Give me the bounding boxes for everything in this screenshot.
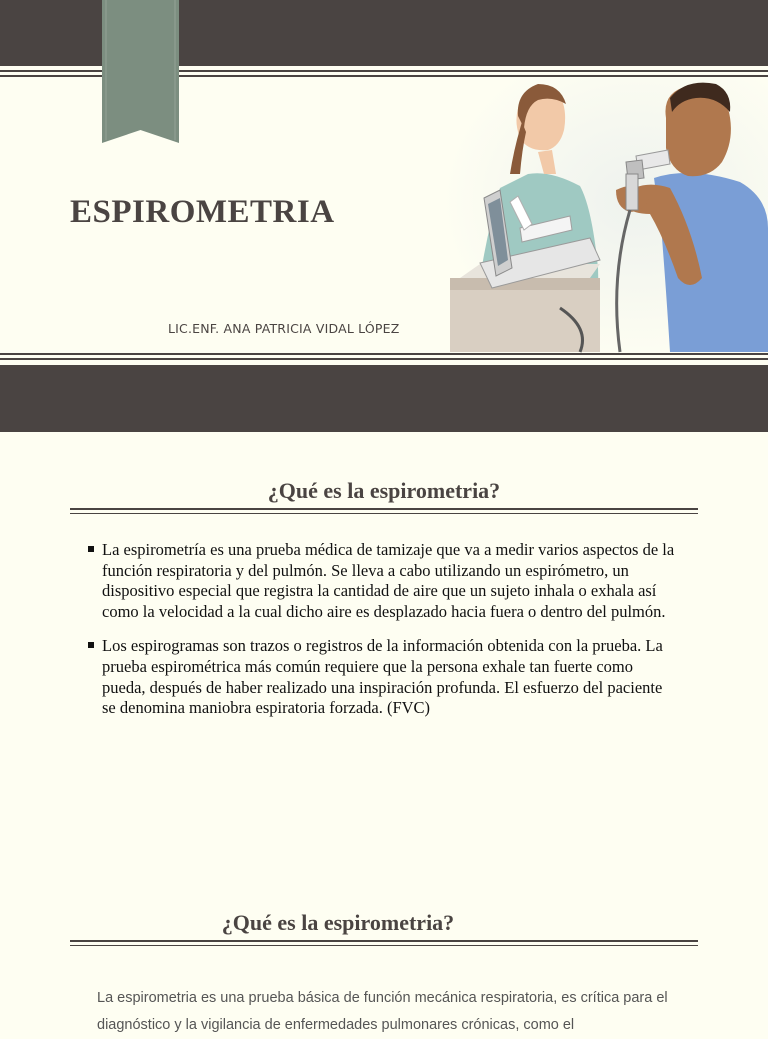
slide-heading: ¿Qué es la espirometria?: [221, 910, 455, 935]
heading-divider: [70, 940, 698, 946]
bullet-square-icon: [88, 642, 94, 648]
heading-divider: [70, 508, 698, 514]
definition-slide: [0, 432, 768, 872]
bottom-band: [0, 365, 768, 432]
bullet-text: La espirometría es una prueba médica de tamizaje que va a medir varios aspectos de la función respiratoria y del pulmón. Se lleva a cabo utilizando un espirómetro, un dispositivo especial que registra la cantidad de aire que un sujeto inhala o exhala así como la velocidad a la cual dicho aire es desplazado hacia fuera o dentro del pulmón.: [102, 540, 675, 621]
divider-line: [0, 358, 768, 360]
description-slide: [0, 872, 768, 1033]
bullet-list: [88, 540, 680, 733]
spirometry-illustration: [440, 78, 768, 352]
divider-line: [0, 353, 768, 355]
bullet-square-icon: [88, 546, 94, 552]
title-slide: [0, 0, 768, 432]
list-item: [88, 636, 680, 718]
bookmark-ribbon: [102, 0, 179, 143]
list-item: [88, 540, 680, 622]
slide-title: ESPIROMETRIA: [70, 194, 335, 230]
paragraph: La espirometria es una prueba básica de función mecánica respiratoria, es crítica para el diagnóstico y la vigilancia de enfermedades pulmonares crónicas, como el: [97, 990, 668, 1033]
slide-heading: ¿Qué es la espirometria?: [267, 478, 501, 503]
bullet-text: Los espirogramas son trazos o registros de la información obtenida con la prueba. La prueba espirométrica más común requiere que la persona exhale tan fuerte como pueda, después de haber realizado una inspiración profunda. El esfuerzo del paciente se denomina maniobra espiratoria forzada. (FVC): [102, 636, 663, 718]
author-name: LIC.ENF. ANA PATRICIA VIDAL LÓPEZ: [168, 321, 400, 336]
